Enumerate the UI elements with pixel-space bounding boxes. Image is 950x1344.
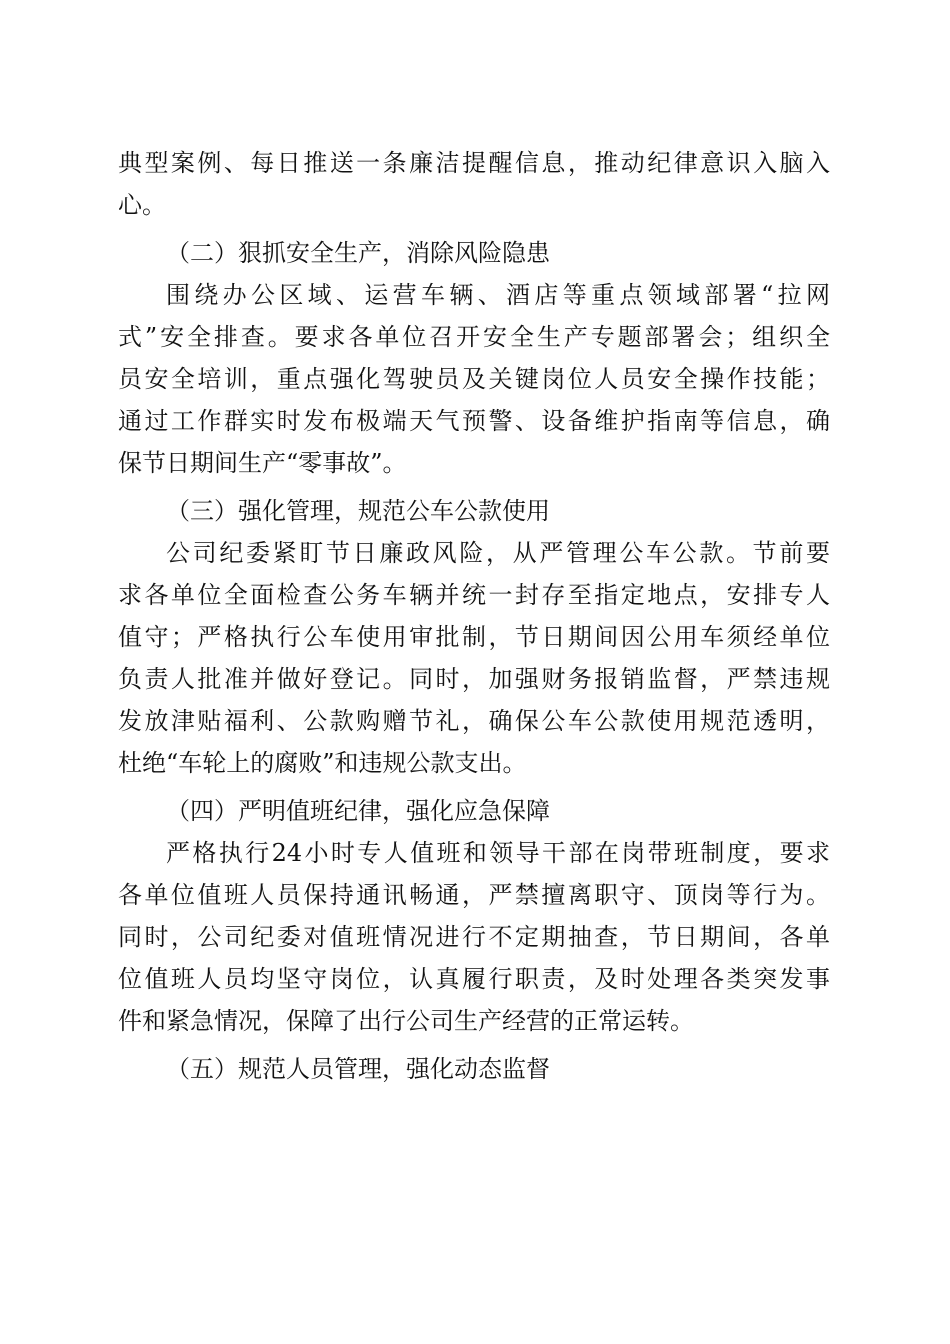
paragraph-line: 式”安全排查。要求各单位召开安全生产专题部署会；组织全: [118, 323, 830, 351]
paragraph-line: 保节日期间生产“零事故”。: [118, 449, 407, 477]
paragraph-line: 发放津贴福利、公款购赠节礼，确保公车公款使用规范透明，: [118, 707, 830, 735]
paragraph-line: 严格执行24小时专人值班和领导干部在岗带班制度，要求: [166, 839, 830, 867]
paragraph-line: 围绕办公区域、运营车辆、酒店等重点领域部署“拉网: [166, 281, 830, 309]
paragraph-line: 心。: [118, 191, 166, 219]
section-vehicle-funds: [118, 490, 830, 784]
paragraph-line: 员安全培训，重点强化驾驶员及关键岗位人员安全操作技能；: [118, 365, 830, 393]
paragraph-line: 值守；严格执行公车使用审批制，节日期间因公用车须经单位: [118, 623, 830, 651]
paragraph-line: 件和紧急情况，保障了出行公司生产经营的正常运转。: [118, 1007, 694, 1035]
paragraph-line: 同时，公司纪委对值班情况进行不定期抽查，节日期间，各单: [118, 923, 830, 951]
paragraph-line: 通过工作群实时发布极端天气预警、设备维护指南等信息，确: [118, 407, 830, 435]
section-heading: （五）规范人员管理，强化动态监督: [166, 1055, 550, 1083]
paragraph-line: 负责人批准并做好登记。同时，加强财务报销监督，严禁违规: [118, 665, 830, 693]
intro-paragraph: [118, 142, 830, 226]
section-personnel: [118, 1048, 830, 1090]
section-duty: [118, 790, 830, 1042]
document-body: [118, 142, 830, 1090]
paragraph-line: 杜绝“车轮上的腐败”和违规公款支出。: [118, 749, 527, 777]
paragraph-line: 各单位值班人员保持通讯畅通，严禁擅离职守、顶岗等行为。: [118, 881, 830, 909]
paragraph-line: 典型案例、每日推送一条廉洁提醒信息，推动纪律意识入脑入: [118, 149, 830, 177]
paragraph-line: 公司纪委紧盯节日廉政风险，从严管理公车公款。节前要: [166, 539, 830, 567]
section-heading: （二）狠抓安全生产，消除风险隐患: [166, 239, 550, 267]
section-heading: （三）强化管理，规范公车公款使用: [166, 497, 550, 525]
paragraph-line: 位值班人员均坚守岗位，认真履行职责，及时处理各类突发事: [118, 965, 830, 993]
paragraph-line: 求各单位全面检查公务车辆并统一封存至指定地点，安排专人: [118, 581, 830, 609]
section-safety: [118, 232, 830, 484]
section-heading: （四）严明值班纪律，强化应急保障: [166, 797, 550, 825]
